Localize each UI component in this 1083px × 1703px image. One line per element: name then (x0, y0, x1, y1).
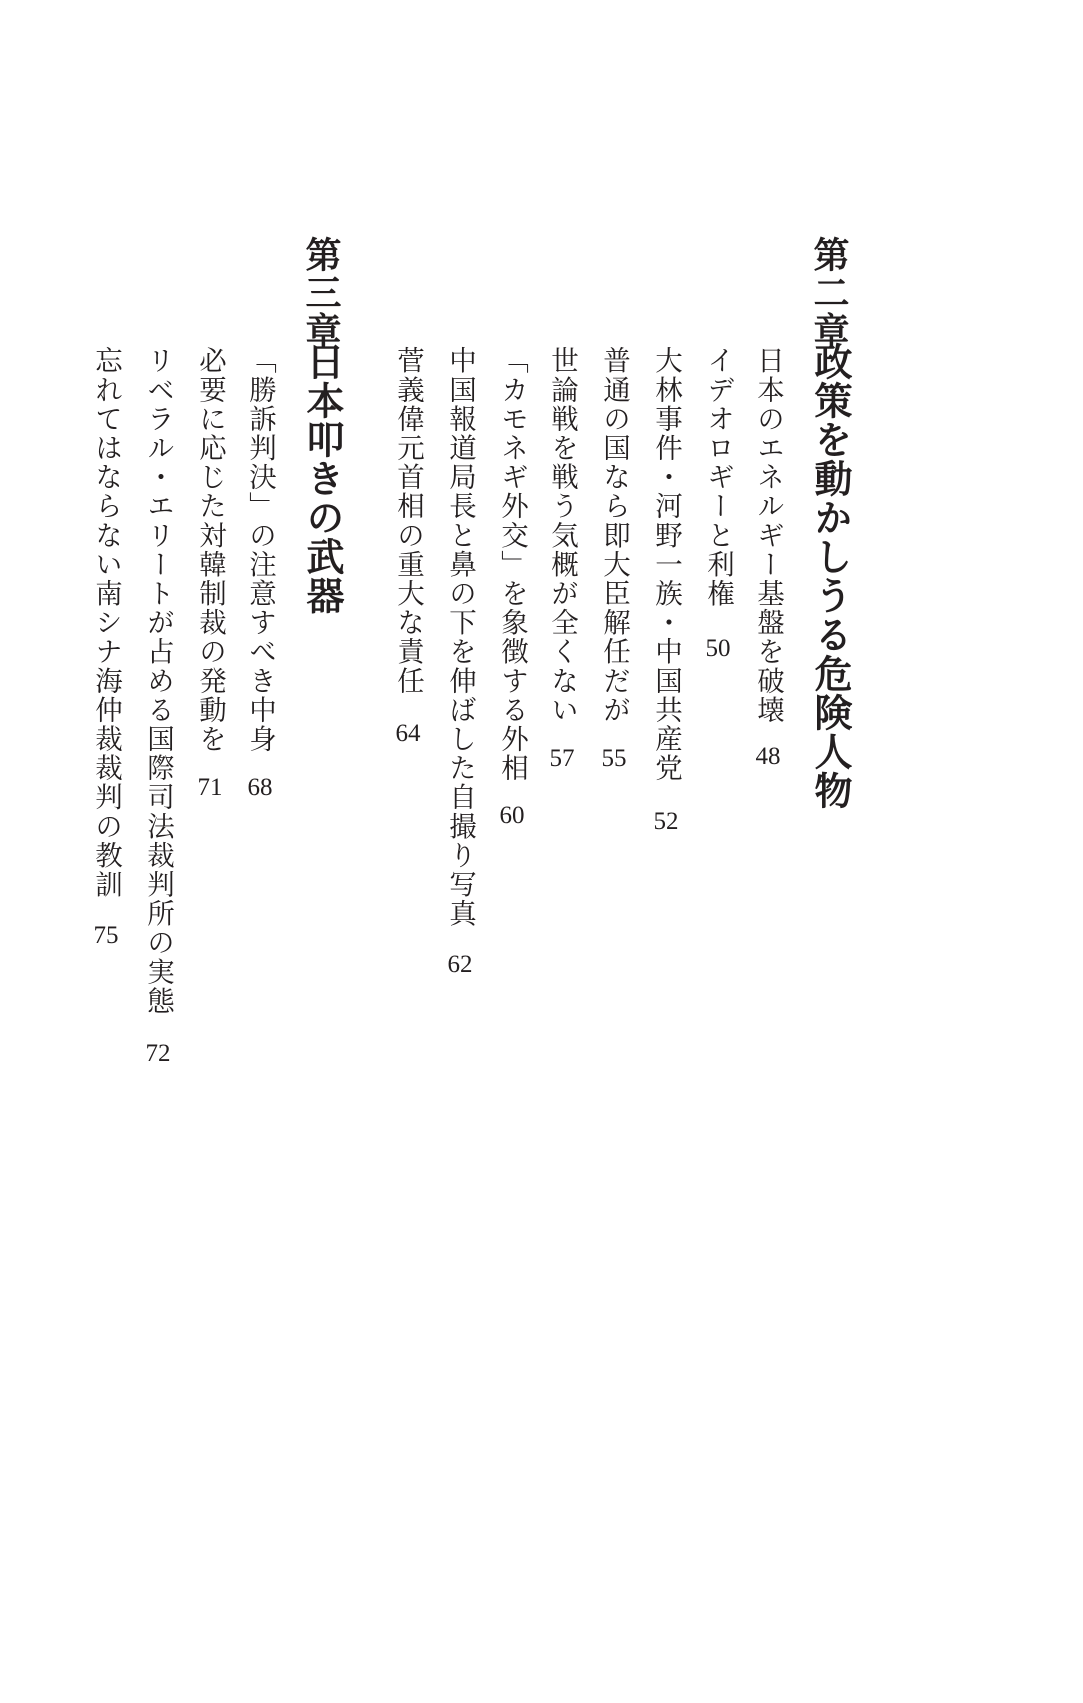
toc-entry[interactable] (704, 346, 732, 661)
toc-entry-page: 68 (247, 774, 273, 802)
toc-entry[interactable] (246, 346, 274, 800)
toc-entry-title: 普通の国なら即大臣解任だが (598, 346, 630, 725)
toc-entry-title: 大林事件・河野一族・中国共産党 (650, 346, 682, 783)
toc-entry[interactable] (600, 346, 628, 771)
toc-entry-page: 72 (145, 1040, 171, 1068)
toc-entry-page: 57 (549, 745, 575, 773)
toc-entry-title: 必要に応じた対韓制裁の発動を (194, 346, 226, 754)
toc-entry[interactable] (144, 346, 172, 1066)
chapter-2-title: 政策を動かしうる危険人物 (808, 342, 853, 810)
toc-entry-title: リベラル・エリートが占める国際司法裁判所の実態 (142, 346, 174, 1016)
chapter-2-label: 第二章 (808, 236, 850, 350)
toc-entry[interactable] (754, 346, 782, 769)
toc-entry-page: 64 (395, 720, 421, 748)
toc-entry-page: 50 (705, 634, 731, 662)
toc-entry-title: 世論戦を戦う気概が全くない (546, 346, 578, 725)
toc-entry-page: 52 (653, 807, 679, 835)
toc-entry-title: 「勝訴判決」の注意すべき中身 (244, 346, 276, 754)
toc-entry-title: 中国報道局長と鼻の下を伸ばした自撮り写真 (444, 346, 476, 928)
toc-entry-page: 60 (499, 801, 525, 829)
toc-entry[interactable] (652, 346, 680, 834)
toc-entry-page: 55 (601, 745, 627, 773)
toc-entry-title: イデオロギーと利権 (702, 346, 734, 608)
toc-entry-page: 75 (93, 921, 119, 949)
chapter-3-title: 日本叩きの武器 (300, 342, 345, 615)
toc-entry-title: 日本のエネルギー基盤を破壊 (752, 346, 784, 725)
toc-entry-title: 忘れてはならない南シナ海仲裁裁判の教訓 (90, 346, 122, 899)
toc-entry-page: 48 (755, 743, 781, 771)
toc-entry[interactable] (196, 346, 224, 800)
chapter-3-label: 第三章 (300, 236, 342, 350)
toc-entry[interactable] (548, 346, 576, 771)
toc-entry[interactable] (498, 346, 526, 828)
toc-entry[interactable] (394, 346, 422, 746)
toc-entry-title: 菅義偉元首相の重大な責任 (392, 346, 424, 696)
toc-entry-page: 62 (447, 951, 473, 978)
toc-entry-page: 71 (197, 774, 223, 802)
toc-entry[interactable] (446, 346, 474, 977)
toc-entry[interactable] (92, 346, 120, 948)
toc-entry-title: 「カモネギ外交」を象徴する外相 (496, 346, 528, 783)
